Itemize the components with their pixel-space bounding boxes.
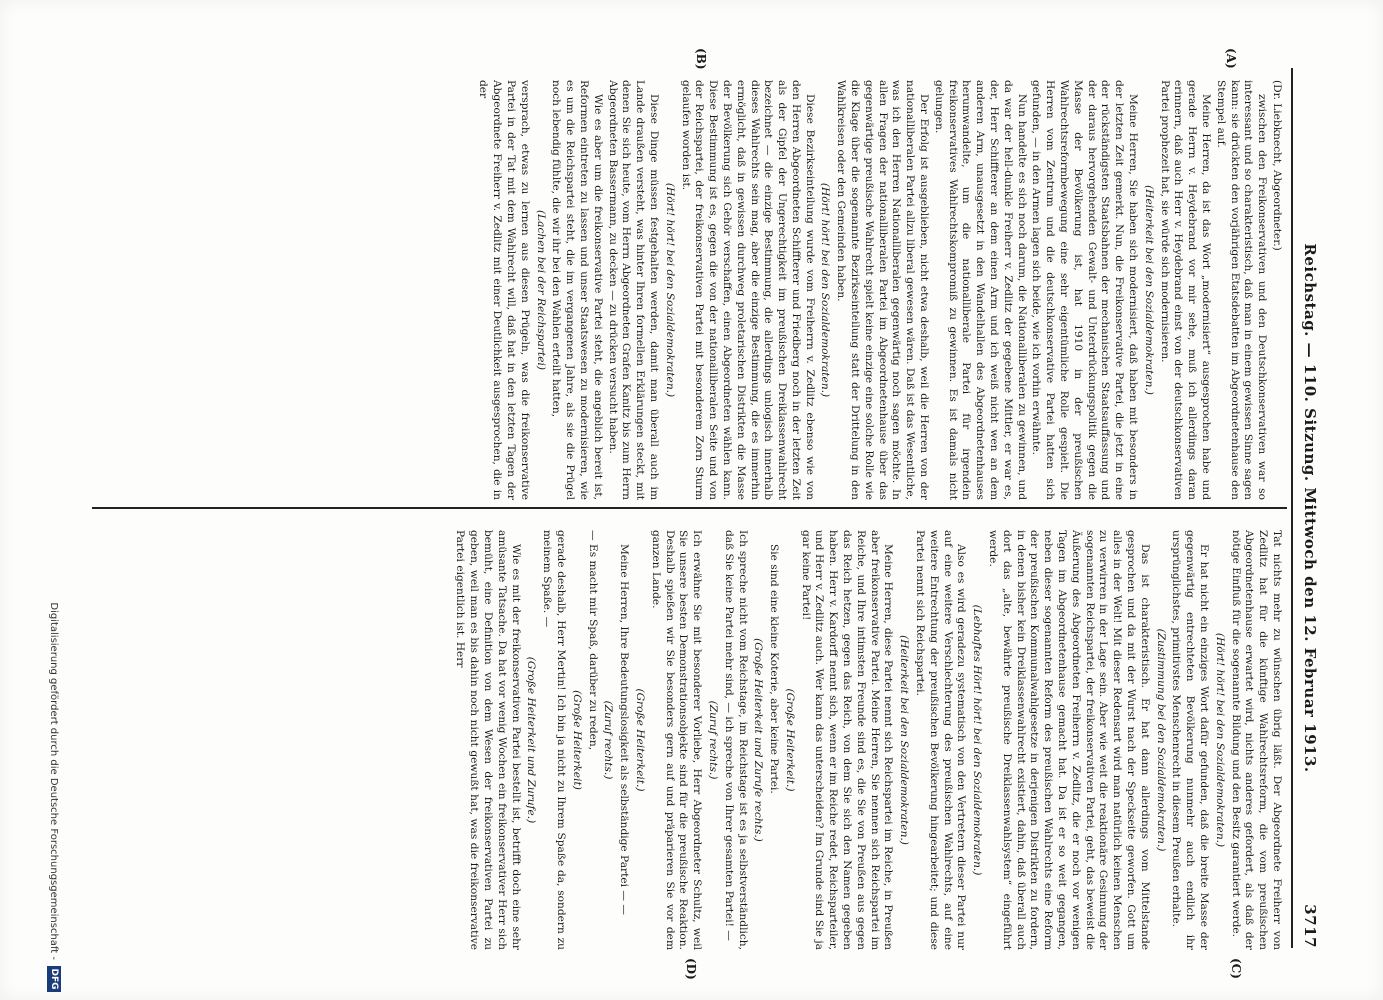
paragraph: Diese Dinge müssen festgehalten werden, damit man überall auch im Lande draußen versteht, was hinter Ihren formellen Erklärungen steckt, mit denen Sie sich heute, vom Herrn Abgeordneten Grafen Kanitz bis zum Herrn Abgeordneten Bassermann, zu decken — zu drücken versucht haben.	[606, 80, 660, 500]
margin-letter-c: (C)	[1229, 958, 1243, 979]
running-head: Reichstag. — 110. Sitzung. Mittwoch den 12. Februar 1913.	[1301, 243, 1319, 773]
reaction-note: (Hört! hört! bei den Sozialdemokraten.)	[1213, 632, 1226, 848]
paragraph: Meine Herren, Sie haben sich modernisiert, daß haben mit besonders in der letzten Zeit gemerkt. Nun, die Freikonservative Partei, die jetzt in eine der rückständigsten Staatsbahnen der mechanischen Staatsauffassung und der daraus hervorgehenden Gewalt- und Unterdrückungspolitik gegen die Masse der Bevölkerung ist, hat 1910 in der preußischen Wahlrechtsreformbewegung eine sehr eigentümliche Rolle gespielt. Die Herren vom Zentrum und die deutschkonservative Partei hatten sich gefunden, — in den Armen lagen sich beide, wie ich vorhin erwähnte.	[1030, 80, 1140, 500]
paragraph: Diese Bezirkseinteilung wurde vom Freiherrn v. Zedlitz ebenso wie von den Herren Abgeordneten Schiffterer und Friedberg noch in der letzten Zeit als der Gipfel der Ungerechtigkeit im preußischen Dreiklassenwahlrecht bezeichnet — die einzige Bestimmung, die allerdings unlogisch innerhalb dieses Wahlrechts sein mag, aber die einzige Bestimmung, die es immerhin ermöglicht, daß in gewissen durchweg proletarischen Distrikten die Masse der Bevölkerung sich Gehör verschaffen, einen Abgeordneten wählen kann. Diese Bestimmung ist es, gegen die von der nationalliberalen Seite und von der Reichspartei, der freikonservativen Partei mit besonderem Zorn Sturm gelaufen worden ist.	[679, 80, 816, 500]
reaction-note: (Lebhaftes Hört! hört! bei den Sozialdemokraten.)	[971, 604, 984, 876]
reaction-note: (Große Heiterkeit.)	[633, 688, 646, 792]
reaction-note: (Zuruf rechts.)	[706, 700, 719, 780]
digitization-credit	[43, 0, 63, 1000]
paragraph: Nun handelte es sich noch darum, die Nationalliberalen zu gewinnen, und da war der hell-dunkle Freiherr v. Zedlitz der gegebene Mittler, er war es, der, Herr Schiffterer an dem einen Arm und ich weiß nicht wen an dem anderen Arm, unausgesetzt in den Wandelhallen des Abgeordnetenhauses herumwandelte, um die nationalliberale Partei für irgendein freikonservatives Wahlrechtskompromiß zu gewinnen. Es ist damals nicht gelungen.	[932, 80, 1028, 500]
paragraph: Sie sind eine kleine Koterie, aber keine Partei.	[768, 544, 781, 794]
reaction-note: (Große Heiterkeit.)	[783, 688, 796, 792]
reaction-note: (Lachen bei der Reichspartei)	[534, 209, 547, 371]
paragraph: Ich spreche nicht vom Reichstage, im Reichstage ist es ja selbstverständlich, daß Sie keine Partei mehr sind, — ich spreche von Ihrer gesamten Partei! —	[722, 530, 749, 950]
reaction-note: (Hört! hört! bei den Sozialdemokraten.)	[663, 182, 676, 398]
paragraph: versprach, etwas zu lernen aus diesen Prügeln, was die freikonservative Partei in der Tat mit dem Wahlrecht will, daß hat in den letzten Tagen der Abgeordnete Freiherr v. Zedlitz mit einer Deutlichkeit ausgesprochen, die in der	[477, 80, 531, 500]
margin-letter-a: (A)	[1224, 48, 1238, 69]
paragraph: Ich erwähne Sie mit besonderer Vorliebe, Herr Abgeordneter Schultz, weil Sie unsere besten Demonstrationsobjekte sind für die preußische Reaktion. Deshalb spießen wir Sie besonders gern auf und präparieren Sie vor dem ganzen Lande.	[649, 530, 704, 950]
header-rule	[1291, 68, 1293, 948]
paragraph: Meine Herren, diese Partei nennt sich Reichspartei im Reiche, in Preußen aber freikonservative Partei. Meine Herren, Sie nennen sich Reichspartei im Reiche, und Ihre intimsten Freunde sind es, die Sie von Preußen aus gegen das Reich hetzen, gegen das Reich, von dem Sie sich den Namen gegeben haben. Herr v. Kardorff nennt sich, wenn er im Reiche redet, Reichsparteiler, und Herr v. Zedlitz auch. Wer kann das unterscheiden? Im Grunde sind Sie ja gar keine Partei!	[799, 530, 895, 950]
left-column	[103, 80, 1283, 500]
reaction-note: (Hört! hört! bei den Sozialdemokraten.)	[819, 182, 832, 398]
paragraph: Das ist charakteristisch. Er hat dann allerdings vom Mittelstande gesprochen und da mit der Wurst nach der Speckseite geworfen. Gott um alles in der Welt! Mit dieser Redensart wird man natürlich keinen Menschen zu verwirren in der Lage sein. Aber wie weit die reaktionäre Gesinnung der sogenannten Reichspartei, der freikonservativen Partei, geht, das beweist die Äußerung des Abgeordneten Freiherrn v. Zedlitz, die er noch vor wenigen Tagen im Abgeordnetenhause gemacht hat. Da ist er so weit gegangen, neben dieser sogenannten Reform des preußischen Wahlrechts eine Reform der preußischen Kommunalwahlgesetze in derjenigen Distrikten zu fordern, in denen bisher kein Dreiklassenwahlrecht existiert, dahin, daß überall auch dort das „alte, bewährte preußische Dreiklassenwahlsystem“ eingeführt werde.	[987, 530, 1151, 950]
reaction-note: (Zuruf rechts.)	[602, 700, 615, 780]
right-column	[103, 530, 1283, 950]
speaker-line: (Dr. Liebknecht, Abgeordneter.)	[1271, 80, 1283, 251]
paragraph: — Es macht mir Spaß, darüber zu reden,	[586, 530, 599, 751]
paragraph: Also es wird geradezu systematisch von den Vertretern dieser Partei nur auf eine weitere Verschlechterung des preußischen Wahlrechts, auf eine weitere Entrechtung der preußischen Bevölkerung hingearbeitet; und diese Partei nennt sich Reichspartei.	[914, 530, 968, 950]
reaction-note: (Heiterkeit bei den Sozialdemokraten.)	[1142, 185, 1155, 395]
paragraph: Meine Herren, da ist das Wort „modernisiert“ ausgesprochen habe und gerade Herrn v. Heydebrand vor mir sehe, muß ich allerdings daran erinnern, daß auch Herr v. Heydebrand einst von der deutschkonservativen Partei prophezeit hat, sie würde sich modernisieren.	[1158, 80, 1213, 500]
page-number: 3717	[1301, 904, 1319, 948]
dfg-logo: DFG	[47, 966, 61, 992]
paragraph: Meine Herren, Ihre Bedeutungslosigkeit als selbständige Partei — —	[618, 544, 631, 915]
paragraph: Tat nichts mehr zu wünschen übrig läßt. Der Abgeordnete Freiherr von Zedlitz hat für die künftige Wahlrechtsreform, die vom preußischen Abgeordnetenhause erwartet wird, nichts anderes gefordert, als daß der nötige Einfluß für die sogenannte Bildung und den Besitz garantiert werde.	[1229, 530, 1283, 950]
paragraph: Der Erfolg ist ausgeblieben, nicht etwa deshalb, weil die Herren von der nationalliberalen Partei allzu liberal gewesen wären. Daß ist das Wesentliche, was ich den Herren Nationalliberalen gegenwärtig noch sagen möchte. In allen Fragen der nationalliberalen Partei im Abgeordnetenhause über das gegenwärtige preußische Wahlrecht spielt keine einzige eine solche Rolle wie die Klage über die sogenannte Bezirkseinteilung statt der Drittelung in den Wahlkreisen oder den Gemeinden haben.	[835, 80, 931, 500]
reaction-note: (Große Heiterkeit)	[570, 690, 583, 790]
reaction-note: (Heiterkeit bei den Sozialdemokraten.)	[898, 635, 911, 845]
reaction-note: (Große Heiterkeit und Zurufe rechts.)	[752, 638, 765, 842]
page-header	[1293, 68, 1333, 948]
paragraph: Wie es aber um die freikonservative Partei steht, die angeblich bereit ist, Reformen eintreten zu lassen und unser Staatswesen zu modernisieren, wie es um die Reichspartei steht, die im vergangenen Jahre, als sie die Prügel noch lebendig fühlte, die wir ihr bei den Wahlen erteilt hatten,	[550, 80, 604, 500]
margin-letter-d: (D)	[684, 958, 698, 980]
credit-text: Digitalisierung gefördert durch die Deutsche Forschungsgemeinschaft -	[48, 602, 59, 960]
paragraph: gerade deshalb, Herr Mertin! Ich bin ja nicht zu Ihrem Spaße da, sondern zu meinem Spaße. —	[541, 530, 567, 950]
paragraph: Er hat nicht ein einziges Wort dafür gefunden, daß die breite Masse der gegenwärtig entrechteten Bevölkerung nunmehr auch endlich ihr ursprünglichstes, primitivstes Menschenrecht in diesem Preußen erhalte.	[1170, 530, 1211, 950]
paragraph: Wie es mit der freikonservativen Partei bestellt ist, betrifft doch eine sehr amüsante Tatsache. Da hat vor wenig Wochen ein freikonservativer Herr sich bemüht, eine Definition von dem Wesen der freikonservativen Partei zu geben, weil man es bis dahin noch nicht gewußt hat, was die freikonservative Partei eigentlich ist. Herr	[454, 530, 522, 950]
column-rule	[92, 507, 1287, 509]
reaction-note: (Zustimmung bei den Sozialdemokraten.)	[1154, 628, 1167, 852]
paragraph: zwischen den Freikonservativen und den Deutschkonservativen war so interessant und so charakteristisch, daß man in einem gewissen Sinne sagen kann: sie drückten den vorjährigen Etatsdebatten im Abgeordnetenhause den Stempel auf.	[1214, 80, 1269, 500]
margin-letter-b: (B)	[694, 48, 708, 70]
reaction-note: (Große Heiterkeit und Zurufe.)	[525, 656, 538, 824]
